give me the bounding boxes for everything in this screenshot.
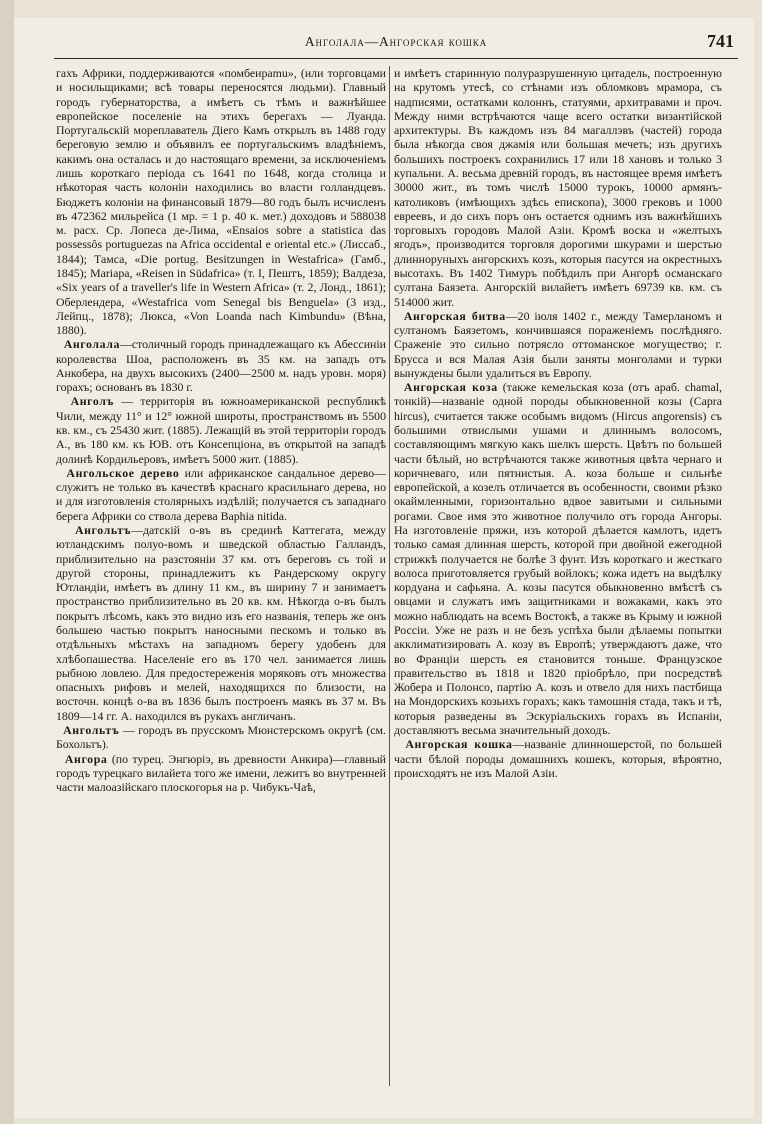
entry-text: (также кемельская коза (отъ араб. chamal, тонкій)—названіе одной породы обыкновенной козы (Capra hircus), считается также особымъ видомъ (Hircus angorensis) съ большими отвислыми ушами и длиннымъ волосомъ, составляющимъ мягкую какъ шелкъ шерсть. Цвѣтъ по большей части бѣлый, но встрѣчаются также животныя цвѣта чернаго и коричневаго, или пятнистыя. А. коза больше и сильнѣе европейской, а козелъ отличается въ особенности, своими рѣзко окаймленными, горизонтально вдвое завитыми и сильными рогами. Свое имя это животное получило отъ города Ангоры. На изготовленіе пряжи, изъ которой дѣлается камлотъ, идетъ только самая длинная шерсть, которой при двойной ежегодной стрижкѣ получается не болѣе 3 фунт. Изъ короткаго и жесткаго волоса приготовляется грубый войлокъ; кожа идетъ на выдѣлку кордуана и сафьяна. А. козы пасутся обыкновенно вмѣстѣ съ овцами и служатъ имъ защитниками и вожаками, какъ это можно наблюдать на всемъ Востокѣ, а также въ Крыму и южной Россіи. Уже не разъ и не безъ успѣха были дѣлаемы попытки акклиматизировать А. козу въ Европѣ; утверждаютъ даже, что во Франціи шерсть ея становится тоньше. Французское правительство въ 1818 и 1820 пріобрѣло, при посредствѣ Жобера и Полонсо, партію А. козъ и отвело для нихъ пастбища на Мондорскихъ козьихъ горахъ; какъ тамошнія стада, такъ и тѣ, которыя разведены въ Эскуріальскихъ горахъ въ Испаніи, доставляютъ весьма значительный доходъ.: [394, 380, 722, 737]
entry-angorskaya-bitva: [394, 309, 722, 380]
running-head: Анголала—Ангорская кошка: [304, 34, 488, 49]
entry-headword: Анголала: [63, 337, 120, 352]
entry-headword: Анголъ: [70, 394, 114, 409]
column-divider: [389, 66, 390, 1086]
entry-anholt-island: [56, 523, 386, 723]
entry-text: (по турец. Энгюрiэ, въ древности Анкира)—главный городъ турецкаго вилайета того же имени, лежитъ во внутренней части малоазійскаго плоскогорья на р. Чибукъ-Чаѣ,: [56, 751, 387, 795]
entry-angora: [56, 752, 386, 795]
entry-headword: Ангорская коза: [403, 380, 498, 395]
book-page: [14, 18, 754, 1118]
entry-angorskaya-koza: [394, 380, 722, 737]
entry-headword: Ангольское дерево: [66, 465, 180, 480]
page-number: 741: [707, 31, 734, 51]
entry-angorskaya-koshka: [394, 737, 722, 780]
entry-text: и имѣетъ старинную полуразрушенную цитадель, построенную на крутомъ утесѣ, со стѣнами изъ обломковъ мрамора, съ надписями, остатками колоннъ, статуями, архитравами и проч. Между ними встрѣчаются чаще всего остатки византійской архитектуры. Въ каждомъ изъ 84 магаллэвъ (частей) города была нѣкогда своя джамія или большая мечеть; изъ другихъ большихъ построекъ сохранились 17 или 18 хановъ и только 3 купальни. А. весьма древній городъ, въ настоящее время имѣетъ 30000 жит., въ томъ числѣ 15000 турокъ, 10000 армянъ-католиковъ (имѣющихъ здѣсь епископа), 3000 грековъ и 1000 евреевъ, и до сихъ поръ онъ остается однимъ изъ важнѣйшихъ торговыхъ городовъ Малой Азіи. Кромѣ воска и «желтыхъ ягодъ», производится торговля дорогими шкурами и шерстью длинноруныхъ ангорскихъ козъ, которыя пасутся на окрестныхъ высотахъ. Въ 1402 Тимуръ побѣдилъ при Ангорѣ османскаго султана Баязета. Ангорскій вилайетъ имѣетъ 69739 кв. км. съ 514000 жит.: [394, 66, 722, 309]
entry-text: или африканское сандальное дерево—служитъ не только въ качествѣ краснаго красильнаго дерева, но и для изготовленія столярныхъ издѣлій; получается съ западнаго берега Африки со ствола дерева Baphia nitida.: [56, 465, 387, 523]
entry-headword: Ангорская битва: [403, 308, 506, 323]
page-gutter: [0, 0, 14, 1124]
entry-text: — территорія въ южноамериканской республикѣ Чили, между 11° и 12° южной широты, пространствомъ въ 5500 кв. км., съ 25430 жит. (1885). Лежащій въ этой территоріи городъ А., въ 180 км. къ ЮВ. отъ Консепціона, въ открытой на западѣ долинѣ Кордильеровъ, имѣетъ 5000 жит. (1885).: [56, 394, 386, 466]
entry-headword: Ангора: [64, 751, 108, 766]
entry-text: —датскій о-въ въ срединѣ Каттегата, между ютландскимъ полуо-вомъ и шведской областью Галландъ, приблизительно на разстояніи 37 км. отъ береговъ съ той и другой стороны, принадлежитъ къ Рандерскому округу Ютландіи, имѣетъ въ длину 11 км., въ ширину 7 и занимаетъ пространство приблизительно въ 20 кв. км. Нѣкогда о-въ былъ покрытъ лѣсомъ, какъ это видно изъ его названія, теперь же онъ большею частью покрытъ наносными пескомъ и только въ отдѣльныхъ мѣстахъ на западномъ берегу удобенъ для хлѣбопашества. Населеніе его въ 170 чел. занимается лишь рыбною ловлею. Для предостереженія моряковъ отъ множества опасныхъ рифовъ и мелей, находящихся по близости, на восточн. концѣ о-ва въ 1836 былъ построенъ маякъ въ 37 м. Въ 1809—14 гг. А. находился въ рукахъ англичанъ.: [56, 523, 386, 723]
entry-text: —названіе длинношерстой, по большей части бѣлой породы домашнихъ кошекъ, которыя, вѣроятно, происходятъ не изъ Малой Азіи.: [394, 737, 723, 780]
entry-anholt-town: [56, 723, 386, 752]
entry-angora-continuation: [394, 66, 722, 309]
entry-text: —столичный городъ принадлежащаго къ Абессиніи королевства Шоа, расположенъ въ 35 км. на западъ отъ Анкобера, на двухъ высокихъ (2400—2500 м. надъ уровн. моря) горахъ; основанъ въ 1830 г.: [56, 337, 386, 395]
entry-angolskoe-derevo: [56, 466, 386, 523]
entry-headword: Ангольтъ: [74, 523, 132, 537]
entry-text: —20 іюля 1402 г., между Тамерланомъ и султаномъ Баязетомъ, кончившаяся пораженіемъ послѣдняго. Сраженіе это сильно потрясло оттоманское могущество; г. Бруcса и вся Малая Азія были заняты монголами и турки вынуждены были удалиться въ Европу.: [394, 308, 723, 380]
entry-angolala: [56, 337, 386, 394]
header-rule: [54, 58, 738, 59]
entry-angol: [56, 394, 386, 465]
entry-text: — городъ въ прусскомъ Мюнстерскомъ округѣ (см. Бохольтъ).: [56, 722, 387, 752]
right-column: [394, 66, 722, 780]
entry-text: гахъ Африки, поддерживаются «помбеираmu», (или торговцами и носильщиками; всѣ товары переносятся людьми). Главный городъ губернаторства, а имѣетъ съ тѣмъ и важнѣйшее европейское поселеніе на этихъ берегахъ — Луанда. Португальскій мореплаватель Діего Камъ открылъ въ 1488 году береговую землю и объявилъ ее португальскимъ владѣніемъ, какимъ она осталась и до настоящаго времени, за исключеніемъ лишь короткаго періода съ 1641 по 1648, когда столица и нѣкоторая часть колоніи находились во власти голландцевъ. Бюджетъ колоніи на финансовый 1879—80 годъ былъ исчисленъ въ 472362 мильрейса (1 мр. = 1 р. 40 к. мет.) доходовъ и 588038 м. расх. Ср. Лопеса де-Лима, «Ensaios sobre a statistica das possessôs portuguezas na Africa occidental e oriental etc.» (Лиссаб., 1844); Тамса, «Die portug. Besitzungen in Westafrica» (Гамб., 1845); Mariapa, «Reisen in Südafrica» (т. I, Пештъ, 1859); Валдеза, «Six years of a traveller's life in Western Africa» (т. 2, Лонд., 1861); Оберлендера, «Westafrica vom Senegal bis Benguela» (3 изд., Лейпц., 1878); Люкса, «Von Loanda nach Kimbundu» (Вѣна, 1880).: [56, 66, 386, 338]
left-column: [56, 66, 386, 794]
entry-headword: Ангорская кошка: [405, 737, 513, 752]
entry-continuation: [56, 66, 386, 337]
entry-headword: Ангольтъ: [63, 722, 120, 737]
